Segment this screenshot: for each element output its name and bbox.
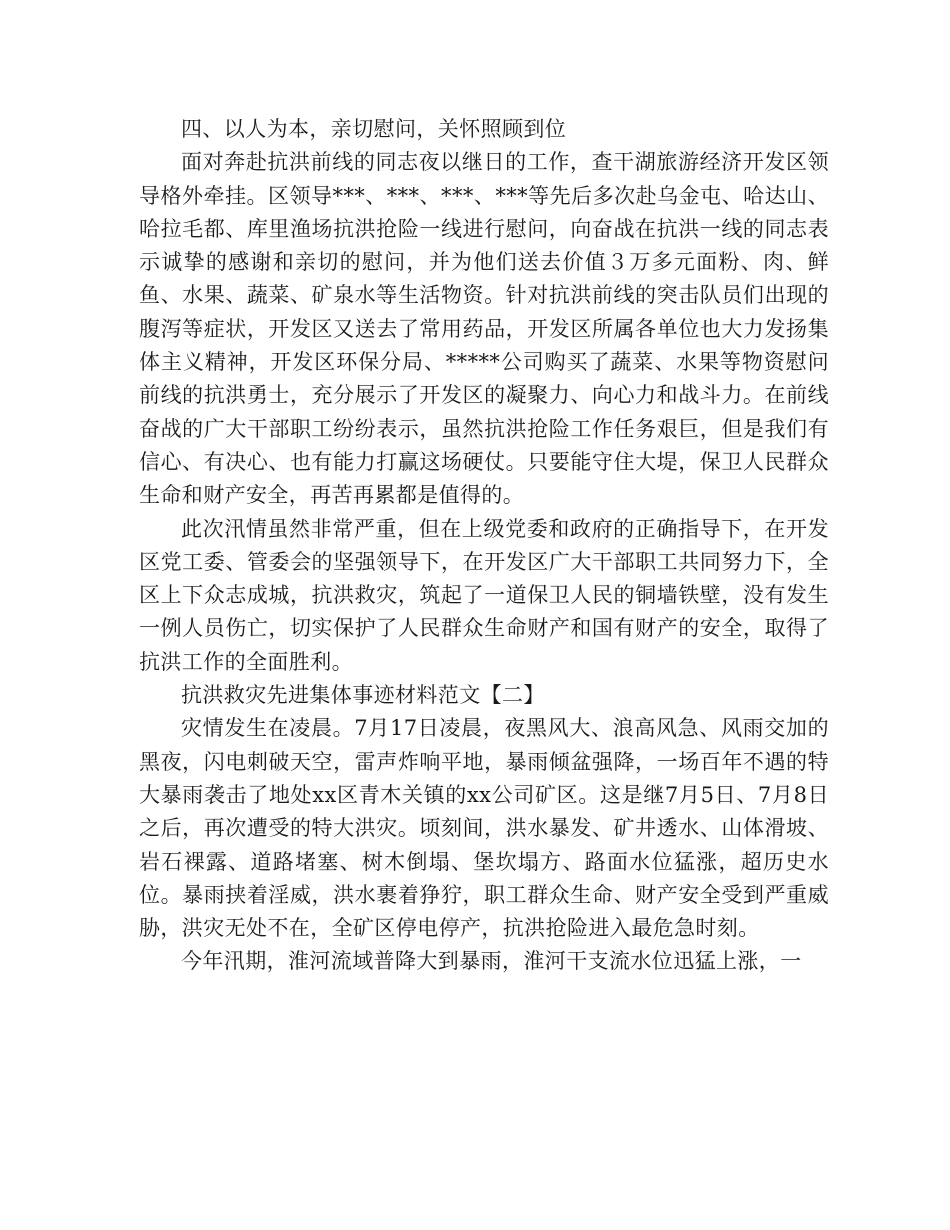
document-body — [139, 113, 829, 979]
paragraph-consolation: 面对奔赴抗洪前线的同志夜以继日的工作，查干湖旅游经济开发区领导格外牵挂。区领导***、***、***、***等先后多次赴乌金屯、哈达山、哈拉毛都、库里渔场抗洪抢险一线进行慰问，向奋战在抗洪一线的同志表示诚挚的感谢和亲切的慰问，并为他们送去价值３万多元面粉、肉、鲜鱼、水果、蔬菜、矿泉水等生活物资。针对抗洪前线的突击队员们出现的腹泻等症状，开发区又送去了常用药品，开发区所属各单位也大力发扬集体主义精神，开发区环保分局、*****公司购买了蔬菜、水果等物资慰问前线的抗洪勇士，充分展示了开发区的凝聚力、向心力和战斗力。在前线奋战的广大干部职工纷纷表示，虽然抗洪抢险工作任务艰巨，但是我们有信心、有决心、也有能力打赢这场硬仗。只要能守住大堤，保卫人民群众生命和财产安全，再苦再累都是值得的。 — [139, 150, 829, 508]
article-title: 抗洪救灾先进集体事迹材料范文【二】 — [181, 683, 545, 708]
section-heading: 四、以人为本，亲切慰问，关怀照顾到位 — [181, 117, 567, 141]
paragraph-disaster: 灾情发生在凌晨。7月17日凌晨，夜黑风大、浪高风急、风雨交加的黑夜，闪电刺破天空，雷声炸响平地，暴雨倾盆强降，一场百年不遇的特大暴雨袭击了地处xx区青木关镇的xx公司矿区。这是继7月5日、7月8日之后，再次遭受的特大洪灾。顷刻间，洪水暴发、矿井透水、山体滑坡、岩石裸露、道路堵塞、树木倒塌、堡坎塌方、路面水位猛涨，超历史水位。暴雨挟着淫威，洪水裹着狰狞，职工群众生命、财产安全受到严重威胁，洪灾无处不在，全矿区停电停产，抗洪抢险进入最危急时刻。 — [139, 716, 829, 941]
paragraph-summary: 此次汛情虽然非常严重，但在上级党委和政府的正确指导下，在开发区党工委、管委会的坚强领导下，在开发区广大干部职工共同努力下，全区上下众志成城，抗洪救灾，筑起了一道保卫人民的铜墙铁壁，没有发生一例人员伤亡，切实保护了人民群众生命财产和国有财产的安全，取得了抗洪工作的全面胜利。 — [139, 516, 829, 674]
paragraph-flood-season: 今年汛期，淮河流域普降大到暴雨，淮河干支流水位迅猛上涨，一 — [181, 949, 802, 974]
